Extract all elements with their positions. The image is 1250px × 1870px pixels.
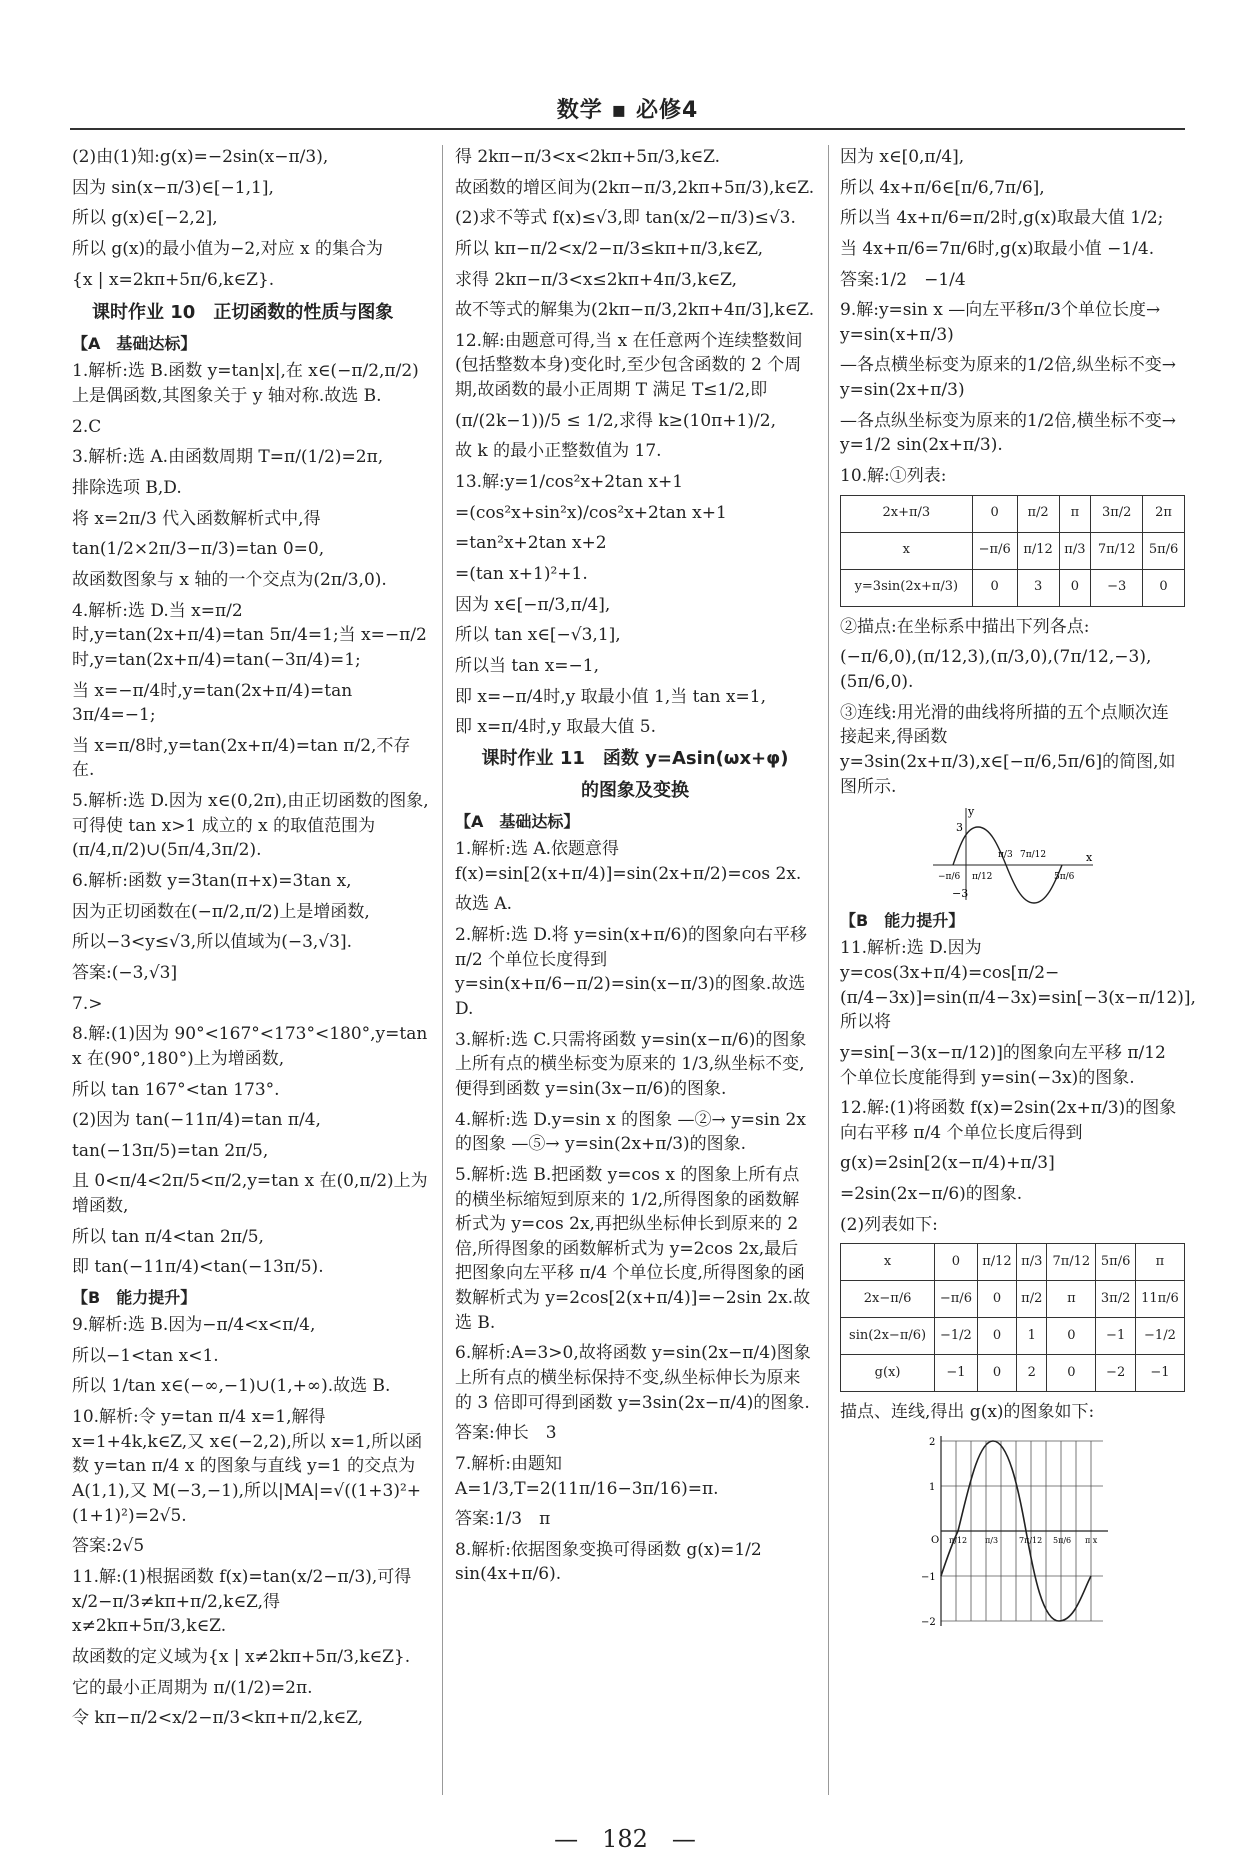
text-line: 答案:1/3 π: [455, 1509, 551, 1530]
tick-label: 5π/6: [1053, 872, 1074, 883]
text-line: 5.解析:选 B.把函数 y=cos x 的图象上所有点的横坐标缩短到原来的 1/2,所得图象的函数解析式为 y=cos 2x,再把纵坐标伸长到原来的 2 倍,所得图象的函数解析式为 y=2cos 2x,最后把图象向左平移 π/4 个单位长度,所得图象的函数解析式为 y=2cos[2(x+π/4)]=−2sin 2x.故选 B.: [455, 1164, 811, 1333]
text-line: 所以 tan x∈[−√3,1],: [455, 625, 621, 646]
table-cell: −2: [1096, 1355, 1136, 1392]
tick-label: 2: [928, 1437, 935, 1449]
graph-10: [928, 805, 1098, 905]
table-cell: −π/6: [935, 1281, 978, 1318]
items-1: [455, 145, 815, 740]
text-line: 即 x=π/4时,y 取最大值 5.: [455, 717, 656, 738]
text-line: 故函数图象与 x 轴的一个交点为(2π/3,0).: [72, 569, 387, 590]
text-line: g(x)=2sin[2(x−π/4)+π/3]: [840, 1153, 1055, 1174]
axis-label: y: [967, 805, 974, 819]
table-cell: 0: [972, 495, 1017, 532]
items-4: [840, 1400, 1185, 1425]
page-number: — 182 —: [554, 1825, 696, 1853]
table-12: [840, 1243, 1185, 1392]
tick-label: 5π/6: [1052, 1536, 1071, 1546]
table-cell: −1/2: [1135, 1318, 1184, 1355]
section-label: 【A 基础达标】: [455, 812, 580, 831]
tick-label: 1: [928, 1482, 935, 1494]
text-line: 12.解:(1)将函数 f(x)=2sin(2x+π/3)的图象向右平移 π/4 个单位长度后得到: [840, 1098, 1177, 1143]
table-cell: π/2: [1017, 1281, 1047, 1318]
text-line: 当 x=−π/4时,y=tan(2x+π/4)=tan 3π/4=−1;: [72, 680, 353, 726]
tick-label: π/12: [971, 872, 992, 883]
text-line: 得 2kπ−π/3<x<2kπ+5π/3,k∈Z.: [455, 147, 721, 167]
table-cell: 0: [1047, 1355, 1096, 1392]
text-line: 2.解析:选 D.将 y=sin(x+π/6)的图象向右平移 π/2 个单位长度得到 y=sin(x+π/6−π/2)=sin(x−π/3)的图象.故选 D.: [455, 925, 807, 1020]
items-2: [840, 615, 1185, 799]
table-row: [841, 495, 1185, 532]
table-cell: 11π/6: [1135, 1281, 1184, 1318]
text-line: —各点纵坐标变为原来的1/2倍,横坐标不变→ y=1/2 sin(2x+π/3).: [840, 410, 1177, 456]
table-row: [841, 1244, 1185, 1281]
text-line: 答案:(−3,√3]: [72, 962, 178, 983]
text-line: 排除选项 B,D.: [72, 478, 182, 499]
text-line: (π/(2k−1))/5 ≤ 1/2,求得 k≥(10π+1)/2,: [455, 410, 776, 431]
page-header: [70, 95, 1185, 129]
intro-lines: [72, 145, 430, 292]
text-line: 求得 2kπ−π/3<x≤2kπ+4π/3,k∈Z,: [455, 269, 738, 290]
table-cell: π/3: [1017, 1244, 1047, 1281]
graph-12: [913, 1431, 1113, 1631]
text-line: =tan²x+2tan x+2: [455, 533, 607, 554]
text-line: 4.解析:选 D.当 x=π/2时,y=tan(2x+π/4)=tan 5π/4=1;当 x=−π/2时,y=tan(2x+π/4)=tan(−3π/4)=1;: [72, 600, 427, 670]
table-cell: 0: [977, 1318, 1017, 1355]
table-cell: −π/6: [972, 532, 1017, 569]
text-line: 故不等式的解集为(2kπ−π/3,2kπ+4π/3],k∈Z.: [455, 300, 815, 321]
items-2: [455, 837, 815, 1587]
table-row: [841, 532, 1185, 569]
text-line: tan(1/2×2π/3−π/3)=tan 0=0,: [72, 539, 325, 560]
table-cell: 3π/2: [1096, 1281, 1136, 1318]
table-cell: π: [1135, 1244, 1184, 1281]
tick-label: −3: [951, 887, 968, 901]
tick-label: −1: [920, 1572, 936, 1584]
text-line: 10.解析:令 y=tan π/4 x=1,解得 x=1+4k,k∈Z,又 x∈(−2,2),所以 x=1,所以函数 y=tan π/4 x 的图象与直线 y=1 的交点为 A(1,1),又 M(−3,−1),所以|MA|=√((1+3)²+(1+1)²)=2√5.: [72, 1407, 423, 1526]
table-cell: π/12: [977, 1244, 1017, 1281]
text-line: 7.解析:由题知 A=1/3,T=2(11π/16−3π/16)=π.: [455, 1453, 719, 1499]
text-line: =(tan x+1)²+1.: [455, 563, 588, 584]
text-line: 令 kπ−π/2<x/2−π/3<kπ+π/2,k∈Z,: [72, 1708, 364, 1729]
table-cell: π: [1047, 1281, 1096, 1318]
text-line: 8.解:(1)因为 90°<167°<173°<180°,y=tan x 在(90°,180°)上为增函数,: [72, 1024, 428, 1069]
section-heading: 课时作业 11 函数 y=Asin(ωx+φ): [481, 747, 789, 769]
text-line: 4.解析:选 D.y=sin x 的图象 —②→ y=sin 2x 的图象 —⑤→ y=sin(2x+π/3)的图象.: [455, 1109, 806, 1155]
text-line: 2.C: [72, 416, 102, 437]
text-line: (2)因为 tan(−11π/4)=tan π/4,: [72, 1110, 321, 1131]
table-cell: π/2: [1017, 495, 1059, 532]
table-cell: 0: [1143, 569, 1185, 606]
tick-label: π/3: [984, 1536, 998, 1546]
table-cell: 0: [1047, 1318, 1096, 1355]
text-line: 当 x=π/8时,y=tan(2x+π/4)=tan π/2,不存在.: [72, 735, 411, 781]
text-line: 6.解析:函数 y=3tan(π+x)=3tan x,: [72, 871, 352, 892]
table-row: [841, 569, 1185, 606]
tick-label: 7π/12: [1018, 1536, 1042, 1546]
table-cell: 2x−π/6: [841, 1281, 935, 1318]
text-line: 故选 A.: [455, 894, 513, 915]
table-cell: −1: [1135, 1355, 1184, 1392]
text-line: 所以 1/tan x∈(−∞,−1)∪(1,+∞).故选 B.: [72, 1376, 391, 1397]
text-line: 7.>: [72, 993, 103, 1014]
text-line: (−π/6,0),(π/12,3),(π/3,0),(7π/12,−3),(5π/6,0).: [840, 647, 1152, 692]
text-line: 所以 tan 167°<tan 173°.: [72, 1079, 280, 1100]
text-line: 所以当 4x+π/6=π/2时,g(x)取最大值 1/2;: [840, 208, 1164, 229]
table-cell: x: [841, 532, 973, 569]
text-line: =2sin(2x−π/6)的图象.: [840, 1184, 1023, 1205]
table-cell: x: [841, 1244, 935, 1281]
section-label: 【B 能力提升】: [840, 911, 965, 931]
text-line: 所以 4x+π/6∈[π/6,7π/6],: [840, 177, 1045, 198]
text-line: 所以 tan π/4<tan 2π/5,: [72, 1226, 264, 1247]
text-line: 1.解析:选 A.依题意得 f(x)=sin[2(x+π/4)]=sin(2x+π/2)=cos 2x.: [455, 839, 802, 884]
table-cell: sin(2x−π/6): [841, 1318, 935, 1355]
header-title: 数学 ▪ 必修4: [556, 98, 699, 123]
items-1: [840, 145, 1185, 489]
header-rule: [70, 128, 1185, 130]
table-cell: 0: [1059, 569, 1091, 606]
text-line: 9.解:y=sin x —向左平移π/3个单位长度→ y=sin(x+π/3): [840, 300, 1161, 345]
tick-label: −π/6: [937, 872, 960, 883]
table-cell: π/3: [1059, 532, 1091, 569]
text-line: 10.解:①列表:: [840, 466, 947, 487]
table-row: [841, 1281, 1185, 1318]
table-cell: 7π/12: [1047, 1244, 1096, 1281]
table-row: [841, 1318, 1185, 1355]
tick-label: −2: [920, 1617, 936, 1629]
table-cell: 2π: [1143, 495, 1185, 532]
text-line: 11.解:(1)根据函数 f(x)=tan(x/2−π/3),可得 x/2−π/3≠kπ+π/2,k∈Z,得 x≠2kπ+5π/3,k∈Z.: [72, 1566, 412, 1637]
text-line: 因为 x∈[−π/3,π/4],: [455, 594, 611, 615]
table-cell: 2x+π/3: [841, 495, 973, 532]
text-line: 9.解析:选 B.因为−π/4<x<π/4,: [72, 1315, 316, 1336]
table-cell: −1: [1096, 1318, 1136, 1355]
text-line: {x | x=2kπ+5π/6,k∈Z}.: [72, 269, 275, 290]
tick-label: π/3: [997, 850, 1013, 861]
table-cell: 0: [977, 1355, 1017, 1392]
items-b: [72, 1313, 430, 1731]
text-line: tan(−13π/5)=tan 2π/5,: [72, 1140, 269, 1161]
table-cell: 3: [1017, 569, 1059, 606]
column-2: [455, 145, 815, 1593]
tick-label: 3: [955, 821, 963, 835]
column-3: [840, 145, 1196, 1635]
section-heading: 课时作业 10 正切函数的性质与图象: [92, 302, 394, 324]
table-row: [841, 1355, 1185, 1392]
text-line: 所以 kπ−π/2<x/2−π/3≤kπ+π/3,k∈Z,: [455, 238, 764, 259]
tick-label: 7π/12: [1019, 850, 1046, 861]
text-line: 12.解:由题意可得,当 x 在任意两个连续整数间(包括整数本身)变化时,至少包含函数的 2 个周期,故函数的最小正周期 T 满足 T≤1/2,即: [455, 330, 803, 401]
text-line: 因为 x∈[0,π/4],: [840, 147, 965, 167]
text-line: 所以 g(x)的最小值为−2,对应 x 的集合为: [72, 238, 383, 259]
table-10: [840, 495, 1185, 607]
table-cell: −3: [1091, 569, 1143, 606]
table-cell: 3π/2: [1091, 495, 1143, 532]
text-line: 答案:2√5: [72, 1536, 145, 1557]
column-divider: [828, 145, 829, 1795]
text-line: 所以 g(x)∈[−2,2],: [72, 208, 218, 229]
text-line: 所以当 tan x=−1,: [455, 655, 600, 676]
table-cell: g(x): [841, 1355, 935, 1392]
text-line: 它的最小正周期为 π/(1/2)=2π.: [72, 1677, 313, 1698]
table-cell: π/12: [1017, 532, 1059, 569]
text-line: ②描点:在坐标系中描出下列各点:: [840, 616, 1090, 637]
text-line: 即 tan(−11π/4)<tan(−13π/5).: [72, 1257, 324, 1278]
text-line: 3.解析:选 A.由函数周期 T=π/(1/2)=2π,: [72, 447, 384, 468]
section-subheading: 的图象及变换: [581, 779, 689, 801]
tick-label: π/12: [948, 1536, 967, 1546]
table-cell: 0: [935, 1244, 978, 1281]
text-line: (2)求不等式 f(x)≤√3,即 tan(x/2−π/3)≤√3.: [455, 208, 796, 229]
text-line: 描点、连线,得出 g(x)的图象如下:: [840, 1402, 1095, 1423]
table-cell: y=3sin(2x+π/3): [841, 569, 973, 606]
text-line: (2)列表如下:: [840, 1214, 938, 1235]
table-cell: 1: [1017, 1318, 1047, 1355]
table-cell: 7π/12: [1091, 532, 1143, 569]
section-label: 【A 基础达标】: [72, 334, 197, 354]
table-cell: 2: [1017, 1355, 1047, 1392]
text-line: 所以−1<tan x<1.: [72, 1345, 219, 1366]
table-cell: π: [1059, 495, 1091, 532]
text-line: 所以−3<y≤√3,所以值域为(−3,√3].: [72, 932, 352, 953]
text-line: 6.解析:A=3>0,故将函数 y=sin(2x−π/4)图象上所有点的横坐标保持不变,纵坐标伸长为原来的 3 倍即可得到函数 y=3sin(2x−π/4)的图象.: [455, 1343, 811, 1413]
column-divider: [442, 145, 443, 1795]
text-line: 故 k 的最小正整数值为 17.: [455, 441, 662, 462]
text-line: 答案:1/2 −1/4: [840, 269, 966, 290]
text-line: 故函数的定义域为{x | x≠2kπ+5π/3,k∈Z}.: [72, 1646, 411, 1667]
text-line: ③连线:用光滑的曲线将所描的五个点顺次连接起来,得函数 y=3sin(2x+π/3),x∈[−π/6,5π/6]的简图,如图所示.: [840, 702, 1176, 797]
tick-label: O: [930, 1535, 939, 1547]
text-line: 答案:伸长 3: [455, 1423, 557, 1444]
axis-label: x: [1085, 851, 1092, 865]
text-line: 5.解析:选 D.因为 x∈(0,2π),由正切函数的图象,可得使 tan x>1 成立的 x 的取值范围为(π/4,π/2)∪(5π/4,3π/2).: [72, 791, 429, 861]
table-cell: −1: [935, 1355, 978, 1392]
text-line: 11.解析:选 D.因为 y=cos(3x+π/4)=cos[π/2−(π/4−3x)]=sin(π/4−3x)=sin[−3(x−π/12)],所以将: [840, 938, 1196, 1033]
text-line: y=sin[−3(x−π/12)]的图象向左平移 π/12 个单位长度能得到 y=sin(−3x)的图象.: [840, 1042, 1166, 1088]
text-line: (2)由(1)知:g(x)=−2sin(x−π/3),: [72, 147, 329, 167]
table-cell: 0: [977, 1281, 1017, 1318]
table-cell: 0: [972, 569, 1017, 606]
table-cell: 5π/6: [1143, 532, 1185, 569]
text-line: 故函数的增区间为(2kπ−π/3,2kπ+5π/3),k∈Z.: [455, 177, 815, 198]
text-line: 8.解析:依据图象变换可得函数 g(x)=1/2 sin(4x+π/6).: [455, 1539, 762, 1585]
items-3: [840, 936, 1196, 1237]
text-line: 即 x=−π/4时,y 取最小值 1,当 tan x=1,: [455, 686, 767, 707]
items-a: [72, 359, 430, 1280]
text-line: =(cos²x+sin²x)/cos²x+2tan x+1: [455, 502, 727, 523]
text-line: 13.解:y=1/cos²x+2tan x+1: [455, 472, 684, 493]
table-cell: 5π/6: [1096, 1244, 1136, 1281]
text-line: 将 x=2π/3 代入函数解析式中,得: [72, 508, 321, 529]
text-line: 且 0<π/4<2π/5<π/2,y=tan x 在(0,π/2)上为增函数,: [72, 1171, 428, 1217]
text-line: 因为正切函数在(−π/2,π/2)上是增函数,: [72, 901, 370, 922]
table-cell: −1/2: [935, 1318, 978, 1355]
tick-label: π x: [1084, 1536, 1097, 1546]
column-1: [72, 145, 430, 1737]
text-line: —各点横坐标变为原来的1/2倍,纵坐标不变→ y=sin(2x+π/3): [840, 355, 1177, 401]
text-line: 3.解析:选 C.只需将函数 y=sin(x−π/6)的图象上所有点的横坐标变为原来的 1/3,纵坐标不变,便得到函数 y=sin(3x−π/6)的图象.: [455, 1029, 807, 1099]
text-line: 1.解析:选 B.函数 y=tan|x|,在 x∈(−π/2,π/2)上是偶函数,其图象关于 y 轴对称.故选 B.: [72, 361, 419, 407]
text-line: 因为 sin(x−π/3)∈[−1,1],: [72, 177, 274, 198]
text-line: 当 4x+π/6=7π/6时,g(x)取最小值 −1/4.: [840, 238, 1155, 259]
section-label: 【B 能力提升】: [72, 1287, 197, 1307]
